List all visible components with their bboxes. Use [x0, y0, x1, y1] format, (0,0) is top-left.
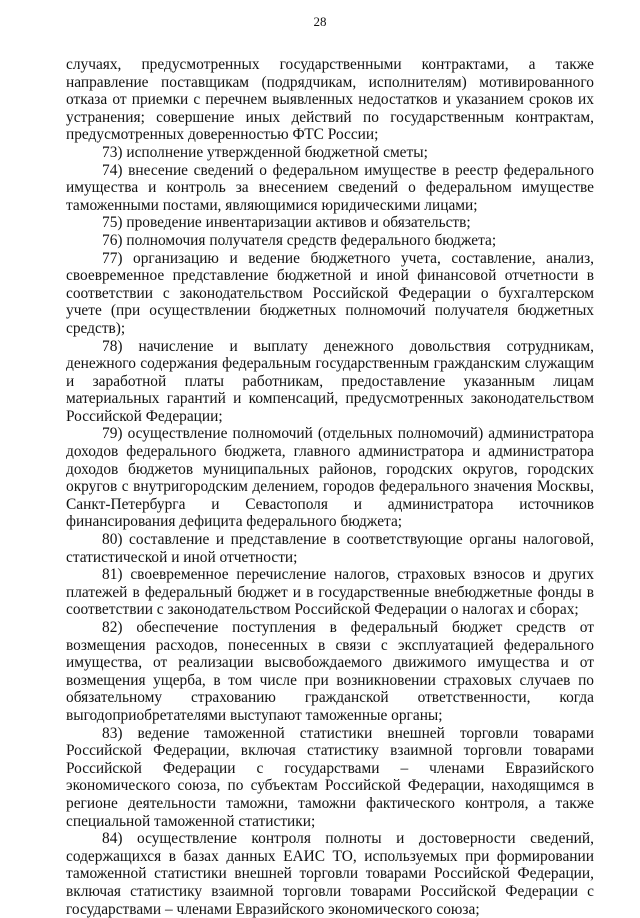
paragraph-item-74: 74) внесение сведений о федеральном имуществе в реестр федерального имущества и контроль за внесением сведений о федеральном имуществе таможенными постами, являющимися юридическими лицами; — [66, 161, 594, 214]
paragraph-item-73: 73) исполнение утвержденной бюджетной сметы; — [102, 143, 428, 161]
paragraph-item-84: 84) осуществление контроля полноты и достоверности сведений, содержащихся в базах данных ЕАИС ТО, используемых при формировании таможенной статистики внешней торговли товарами Российской Федерации, включая статистику взаимной торговли товарами Российской Федерации с государствами – членами Евразийского экономического союза; — [66, 830, 594, 918]
paragraph-item-83: 83) ведение таможенной статистики внешней торговли товарами Российской Федерации, включая статистику взаимной торговли товарами Российской Федерации с государствами – членами Евразийского экономического союза, по субъектам Российской Федерации, находящимся в регионе деятельности таможни, таможни фактического контроля, а также специальной таможенной статистики; — [66, 724, 594, 830]
paragraph-item-80: 80) составление и представление в соответствующие органы налоговой, статистической и иной отчетности; — [66, 531, 594, 566]
page-number: 28 — [313, 14, 327, 29]
paragraph-continuation: случаях, предусмотренных государственными контрактами, а также направление поставщикам (подрядчикам, исполнителям) мотивированного отказа от приемки с перечнем выявленных недостатков и указанием сроков их устранения; совершение иных действий по государственным контрактам, предусмотренных доверенностью ФТС России; — [66, 56, 594, 144]
paragraph-item-78: 78) начисление и выплату денежного довольствия сотрудникам, денежного содержания федеральным государственным гражданским служащим и заработной платы работникам, предоставление указанным лицам материальных гарантий и компенсаций, предусмотренных законодательством Российской Федерации; — [66, 337, 594, 425]
paragraph-item-82: 82) обеспечение поступления в федеральный бюджет средств от возмещения расходов, понесенных в связи с эксплуатацией федерального имущества, от реализации высвобождаемого движимого имущества и от возмещения ущерба, в том числе при возникновении страховых случаев по обязательному страхованию гражданской ответственности, когда выгодоприобретателями выступают таможенные органы; — [66, 619, 594, 724]
paragraph-item-81: 81) своевременное перечисление налогов, страховых взносов и других платежей в федеральный бюджет и в государственные внебюджетные фонды в соответствии с законодательством Российской Федерации о налогах и сборах; — [66, 566, 594, 619]
document-body — [66, 56, 594, 918]
paragraph-item-77: 77) организацию и ведение бюджетного учета, составление, анализ, своевременное представление бюджетной и иной финансовой отчетности в соответствии с законодательством Российской Федерации о бухгалтерском учете (при осуществлении бюджетных полномочий получателя бюджетных средств); — [66, 249, 594, 337]
paragraph-item-79: 79) осуществление полномочий (отдельных полномочий) администратора доходов федерального бюджета, главного администратора и администратора доходов бюджетов муниципальных районов, городских округов, городских округов с внутригородским делением, городов федерального значения Москвы, Санкт-Петербурга и Севастополя и администратора источников финансирования дефицита федерального бюджета; — [66, 425, 594, 531]
paragraph-item-76: 76) полномочия получателя средств федерального бюджета; — [102, 231, 497, 249]
paragraph-item-75: 75) проведение инвентаризации активов и обязательств; — [102, 214, 471, 232]
